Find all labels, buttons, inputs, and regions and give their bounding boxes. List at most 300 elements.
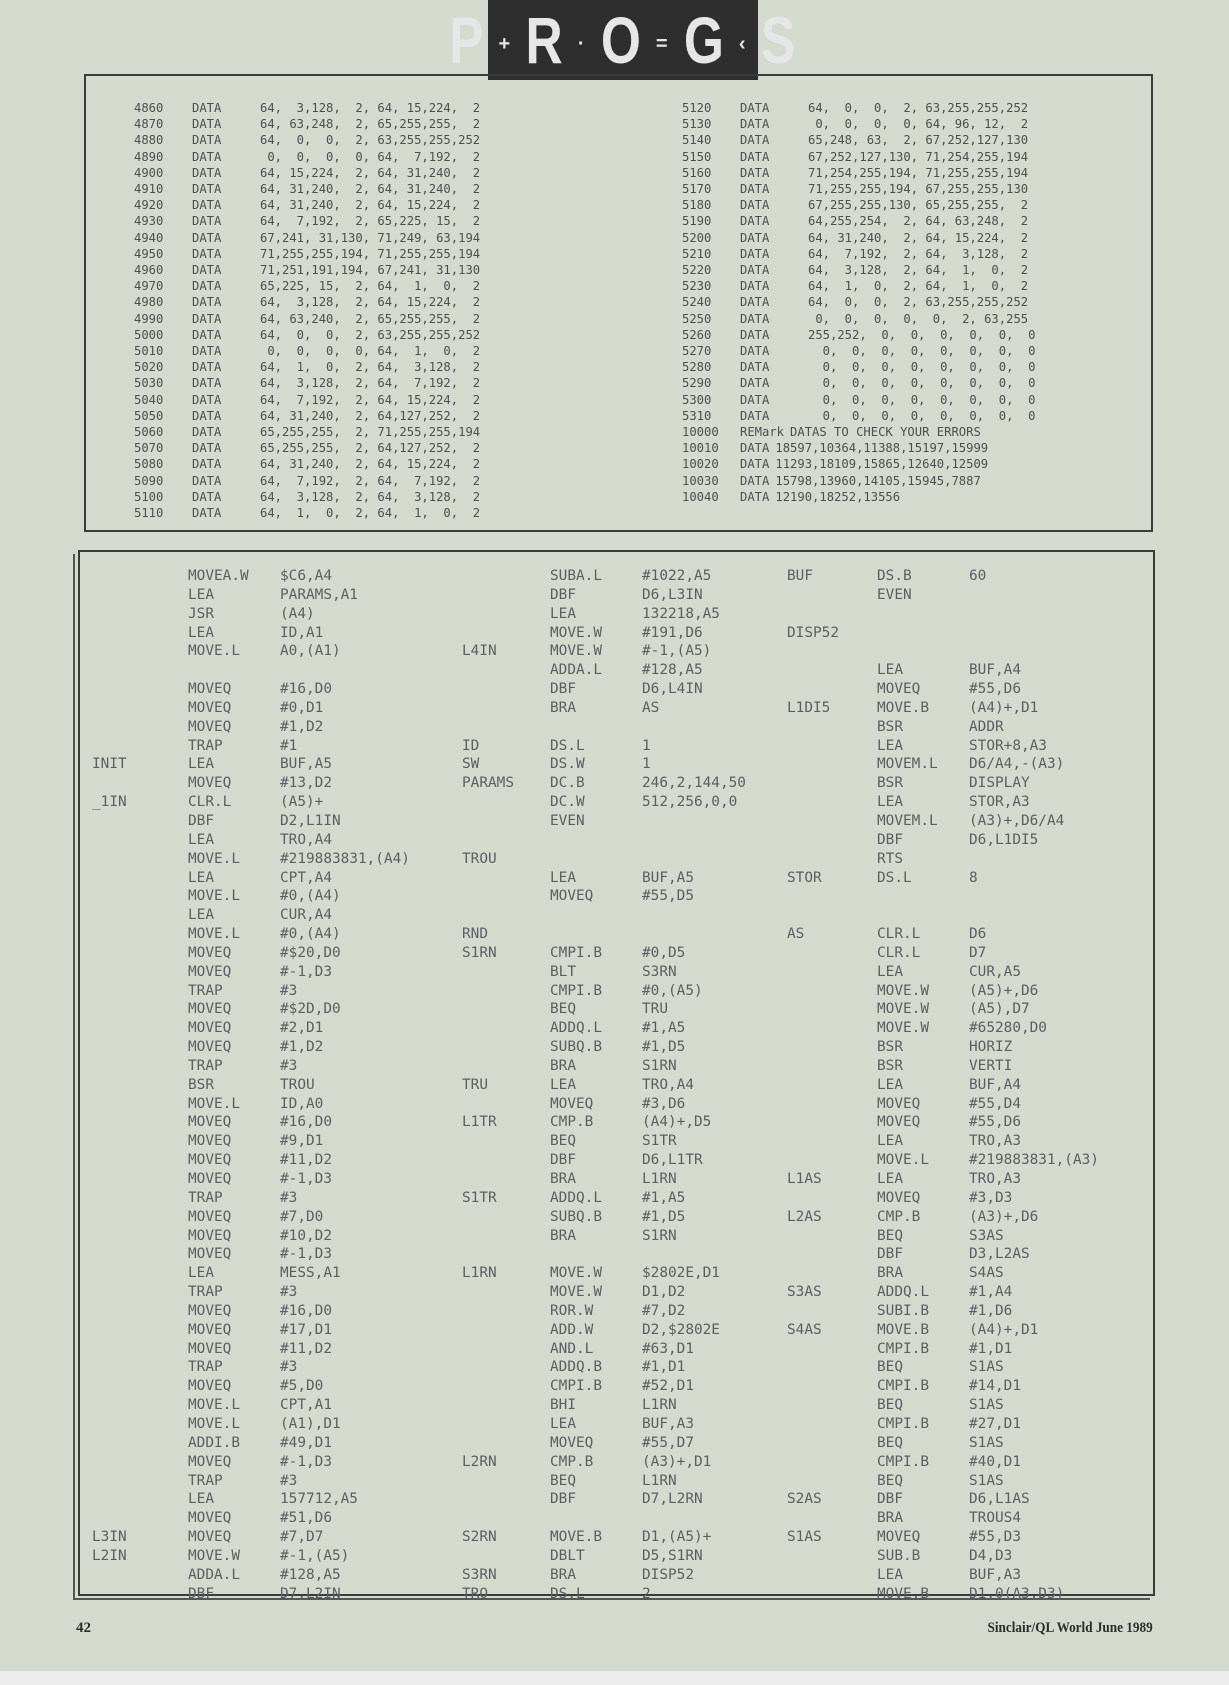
code-label: L1TR xyxy=(462,1114,497,1131)
code-line xyxy=(92,887,410,906)
code-line xyxy=(462,605,746,624)
code-line xyxy=(787,1528,1099,1547)
code-line xyxy=(92,661,410,680)
operand: #-1,(A5) xyxy=(642,643,712,660)
opcode: MOVE.B xyxy=(550,1529,602,1546)
code-line xyxy=(462,624,746,643)
code-line xyxy=(92,831,410,850)
data-values: 64, 7,192, 2, 64, 7,192, 2 xyxy=(260,473,481,488)
code-label xyxy=(92,1585,188,1604)
code-line xyxy=(92,699,410,718)
opcode: BSR xyxy=(877,775,903,792)
code-label xyxy=(462,1000,550,1019)
opcode: CMPI.B xyxy=(877,1415,929,1432)
code-label xyxy=(92,1321,188,1340)
code-line xyxy=(92,944,410,963)
opcode: BEQ xyxy=(877,1397,903,1414)
opcode: BLT xyxy=(550,963,576,980)
code-label: _1IN xyxy=(92,794,127,811)
operand: #55,D4 xyxy=(969,1095,1021,1112)
data-values: 64, 3,128, 2, 64, 15,224, 2 xyxy=(260,101,481,115)
operand: #3,D6 xyxy=(642,1095,686,1112)
data-values: 0, 0, 0, 0, 64, 96, 12, 2 xyxy=(808,117,1029,132)
opcode: LEA xyxy=(188,1265,214,1282)
opcode: MOVE.W xyxy=(550,643,602,660)
opcode: JSR xyxy=(188,605,214,622)
code-line xyxy=(462,1076,746,1095)
code-line xyxy=(787,1000,1099,1019)
opcode: MOVEQ xyxy=(550,1434,594,1451)
code-label xyxy=(787,1547,877,1566)
data-line xyxy=(134,149,480,165)
code-label xyxy=(92,737,188,756)
code-line xyxy=(92,624,410,643)
operand: VERTI xyxy=(969,1057,1013,1074)
line-number: 5130 xyxy=(682,117,712,132)
line-number: 4870 xyxy=(134,117,164,132)
opcode: MOVEQ xyxy=(877,681,921,698)
data-values: 18597,10364,11388,15197,15999 xyxy=(775,441,989,456)
code-label xyxy=(92,1189,188,1208)
data-values: 71,255,255,194, 71,255,255,194 xyxy=(260,246,481,261)
code-label xyxy=(92,1076,188,1095)
code-line xyxy=(462,1245,746,1264)
code-label xyxy=(787,737,877,756)
code-line xyxy=(92,1340,410,1359)
code-line xyxy=(787,812,1099,831)
code-line xyxy=(787,1358,1099,1377)
code-label xyxy=(92,642,188,661)
operand: #9,D1 xyxy=(280,1133,324,1150)
code-line xyxy=(92,755,410,774)
opcode: MOVEQ xyxy=(188,1340,232,1357)
opcode: MOVEQ xyxy=(188,775,232,792)
code-label xyxy=(787,1076,877,1095)
opcode: LEA xyxy=(550,1415,576,1432)
code-label: S1TR xyxy=(462,1189,497,1206)
data-line xyxy=(134,294,480,310)
code-label xyxy=(787,774,877,793)
opcode: MOVE.L xyxy=(188,1397,240,1414)
data-values: 64, 3,128, 2, 64, 15,224, 2 xyxy=(260,295,481,310)
data-values: 0, 0, 0, 0, 64, 1, 0, 2 xyxy=(260,344,481,359)
keyword: REMark xyxy=(740,425,785,440)
opcode: MOVE.L xyxy=(877,1152,929,1169)
operand: 60 xyxy=(969,568,987,584)
code-line xyxy=(462,1453,746,1472)
operand: #1022,A5 xyxy=(642,568,712,584)
operand: S1RN xyxy=(642,1057,677,1074)
code-label xyxy=(92,1415,188,1434)
operand: #191,D6 xyxy=(642,624,703,641)
data-line xyxy=(134,278,480,294)
opcode: LEA xyxy=(188,624,214,641)
code-label: L1RN xyxy=(462,1265,497,1282)
opcode xyxy=(877,906,969,925)
data-values: 64, 0, 0, 2, 63,255,255,252 xyxy=(808,101,1029,115)
code-label xyxy=(787,906,877,925)
code-label xyxy=(92,1132,188,1151)
opcode: DBF xyxy=(877,831,903,848)
line-number: 5240 xyxy=(682,295,712,310)
data-line xyxy=(682,473,1035,489)
data-line xyxy=(134,165,480,181)
operand: (A5)+,D6 xyxy=(969,982,1039,999)
data-values: 64, 0, 0, 2, 63,255,255,252 xyxy=(808,295,1029,310)
operand: TROUS4 xyxy=(969,1510,1021,1527)
opcode: MOVEQ xyxy=(188,1378,232,1395)
data-values: 0, 0, 0, 0, 0, 0, 0, 0 xyxy=(808,360,1036,375)
operand: CPT,A1 xyxy=(280,1397,332,1414)
operand: #1,D5 xyxy=(642,1208,686,1225)
data-line xyxy=(682,343,1035,359)
code-label xyxy=(462,869,550,888)
code-line xyxy=(92,1321,410,1340)
code-line xyxy=(787,963,1099,982)
opcode: DBLT xyxy=(550,1547,585,1564)
operand: CUR,A4 xyxy=(280,907,332,924)
line-number: 5300 xyxy=(682,392,712,407)
keyword: DATA xyxy=(192,408,222,423)
operand: TRU xyxy=(642,1001,668,1018)
operand: #7,D0 xyxy=(280,1208,324,1225)
code-label xyxy=(92,1151,188,1170)
opcode: SUBA.L xyxy=(550,568,602,584)
data-values: 64, 63,240, 2, 65,255,255, 2 xyxy=(260,311,481,326)
keyword: DATA xyxy=(740,441,770,456)
data-values: 64, 3,128, 2, 64, 1, 0, 2 xyxy=(808,263,1029,278)
opcode: CMPI.B xyxy=(550,944,602,961)
code-label xyxy=(92,1340,188,1359)
code-line xyxy=(787,1170,1099,1189)
code-label xyxy=(92,680,188,699)
code-line xyxy=(92,1076,410,1095)
operand: S3AS xyxy=(969,1227,1004,1244)
keyword: DATA xyxy=(740,279,770,294)
operand: #3 xyxy=(280,982,298,999)
code-line xyxy=(787,624,1099,643)
keyword: DATA xyxy=(192,295,222,310)
operand: L1RN xyxy=(642,1171,677,1187)
opcode: CLR.L xyxy=(188,794,232,811)
data-values: 71,251,191,194, 67,241, 31,130 xyxy=(260,263,481,278)
code-line xyxy=(787,1208,1099,1227)
keyword: DATA xyxy=(740,344,770,359)
code-label xyxy=(92,624,188,643)
operand: D4,D3 xyxy=(969,1547,1013,1564)
code-line xyxy=(787,1095,1099,1114)
opcode: BRA xyxy=(550,699,576,716)
data-values: 0, 0, 0, 0, 0, 0, 0, 0 xyxy=(808,392,1036,407)
code-label: L2IN xyxy=(92,1547,127,1564)
code-line xyxy=(92,906,410,925)
code-line xyxy=(462,1566,746,1585)
code-line xyxy=(92,1566,410,1585)
code-line xyxy=(462,642,746,661)
code-label xyxy=(787,1095,877,1114)
code-label xyxy=(787,680,877,699)
data-line xyxy=(682,213,1035,229)
code-line xyxy=(92,793,410,812)
opcode: ADDQ.L xyxy=(550,1189,602,1206)
line-number: 4980 xyxy=(134,295,164,310)
code-line xyxy=(92,1019,410,1038)
keyword: DATA xyxy=(192,457,222,472)
opcode: MOVEQ xyxy=(188,1001,232,1018)
section-header-progs xyxy=(449,0,797,80)
data-line xyxy=(682,197,1035,213)
code-label: S3RN xyxy=(462,1566,497,1583)
line-number: 5160 xyxy=(682,165,712,180)
line-number: 4920 xyxy=(134,198,164,213)
code-line xyxy=(462,774,746,793)
code-label: L3IN xyxy=(92,1529,127,1546)
code-line xyxy=(787,1321,1099,1340)
code-label xyxy=(787,944,877,963)
operand: #1,A5 xyxy=(642,1020,686,1037)
code-label: BUF xyxy=(787,568,813,584)
operand: #14,D1 xyxy=(969,1378,1021,1395)
operand: #$2D,D0 xyxy=(280,1001,341,1018)
code-label xyxy=(787,1227,877,1246)
code-label xyxy=(462,1321,550,1340)
code-label: L2AS xyxy=(787,1208,822,1225)
code-label xyxy=(462,586,550,605)
code-line xyxy=(462,963,746,982)
opcode: ADDA.L xyxy=(550,662,602,679)
code-label xyxy=(787,982,877,1001)
line-number: 5080 xyxy=(134,457,164,472)
code-label xyxy=(462,680,550,699)
code-line xyxy=(787,906,1099,925)
code-label xyxy=(787,642,877,661)
code-line xyxy=(462,1585,746,1604)
keyword: DATA xyxy=(740,246,770,261)
operand: #2,D1 xyxy=(280,1020,324,1037)
operand: #55,D7 xyxy=(642,1434,694,1451)
opcode: LEA xyxy=(550,605,576,622)
operand: #1,D2 xyxy=(280,718,324,735)
operand: TROU xyxy=(280,1076,315,1093)
code-line xyxy=(462,1396,746,1415)
code-line xyxy=(92,1453,410,1472)
opcode: BEQ xyxy=(877,1472,903,1489)
opcode: DS.L xyxy=(550,737,585,754)
code-label xyxy=(92,887,188,906)
code-label xyxy=(92,1509,188,1528)
code-line xyxy=(462,1283,746,1302)
code-line xyxy=(787,774,1099,793)
opcode: MOVEQ xyxy=(188,1133,232,1150)
keyword: DATA xyxy=(740,149,770,164)
opcode xyxy=(550,1245,642,1264)
operand: #55,D6 xyxy=(969,681,1021,698)
code-label: STOR xyxy=(787,869,822,886)
code-line xyxy=(92,1396,410,1415)
code-label xyxy=(92,1566,188,1585)
keyword: DATA xyxy=(192,101,222,115)
opcode: MOVE.B xyxy=(877,1321,929,1338)
opcode: MOVEQ xyxy=(188,1171,232,1187)
opcode: MOVEQ xyxy=(877,1095,921,1112)
code-label xyxy=(92,718,188,737)
code-label xyxy=(462,1434,550,1453)
code-line xyxy=(92,1472,410,1491)
code-label xyxy=(787,1472,877,1491)
data-line xyxy=(134,343,480,359)
data-values: 0, 0, 0, 0, 0, 0, 0, 0 xyxy=(808,408,1036,423)
opcode: MOVEQ xyxy=(188,1302,232,1319)
opcode: TRAP xyxy=(188,1057,223,1074)
data-line xyxy=(134,473,480,489)
opcode: BRA xyxy=(550,1566,576,1583)
data-line xyxy=(134,197,480,213)
opcode: TRAP xyxy=(188,1284,223,1301)
keyword: DATA xyxy=(192,279,222,294)
operand: TRO,A4 xyxy=(642,1076,694,1093)
line-number: 4890 xyxy=(134,149,164,164)
operand: L1RN xyxy=(642,1472,677,1489)
code-line xyxy=(462,1227,746,1246)
data-line xyxy=(134,116,480,132)
opcode: EVEN xyxy=(877,586,912,603)
code-label xyxy=(462,699,550,718)
line-number: 5090 xyxy=(134,473,164,488)
opcode: SUB.B xyxy=(877,1547,921,1564)
opcode: LEA xyxy=(188,586,214,603)
code-label xyxy=(92,1472,188,1491)
line-number: 5000 xyxy=(134,327,164,342)
code-line xyxy=(92,1151,410,1170)
code-label xyxy=(92,605,188,624)
opcode: CMPI.B xyxy=(877,1340,929,1357)
keyword: DATA xyxy=(740,473,770,488)
page-edge xyxy=(0,1671,1229,1685)
code-label: TROU xyxy=(462,850,497,867)
operand: #7,D7 xyxy=(280,1529,324,1546)
operand: DISPLAY xyxy=(969,775,1030,792)
keyword: DATA xyxy=(192,425,222,440)
code-label xyxy=(787,1189,877,1208)
code-line xyxy=(787,1227,1099,1246)
opcode: TRAP xyxy=(188,982,223,999)
code-label xyxy=(787,1113,877,1132)
code-line xyxy=(92,1434,410,1453)
operand: (A3)+,D1 xyxy=(642,1453,712,1470)
data-line xyxy=(682,181,1035,197)
code-line xyxy=(92,567,410,586)
opcode: MOVEQ xyxy=(188,1453,232,1470)
opcode: AND.L xyxy=(550,1340,594,1357)
opcode: BRA xyxy=(550,1057,576,1074)
code-label xyxy=(787,605,877,624)
opcode: MOVE.W xyxy=(188,1547,240,1564)
keyword: DATA xyxy=(740,327,770,342)
operand: #3 xyxy=(280,1057,298,1074)
opcode: MOVE.L xyxy=(188,850,240,867)
data-line xyxy=(134,213,480,229)
data-values: 64, 0, 0, 2, 63,255,255,252 xyxy=(260,327,481,342)
opcode: MOVEQ xyxy=(188,1020,232,1037)
code-label xyxy=(92,850,188,869)
code-label xyxy=(462,661,550,680)
opcode: TRAP xyxy=(188,1472,223,1489)
operand: #13,D2 xyxy=(280,775,332,792)
data-values: 64, 0, 0, 2, 63,255,255,252 xyxy=(260,133,481,148)
opcode: LEA xyxy=(188,756,214,773)
opcode: BEQ xyxy=(550,1133,576,1150)
data-values: 255,252, 0, 0, 0, 0, 0, 0 xyxy=(808,327,1036,342)
code-label xyxy=(787,1302,877,1321)
data-line xyxy=(134,246,480,262)
data-values: 64, 31,240, 2, 64, 15,224, 2 xyxy=(260,457,481,472)
operand: #16,D0 xyxy=(280,1114,332,1131)
line-number: 4990 xyxy=(134,311,164,326)
data-line xyxy=(134,489,480,505)
opcode: LEA xyxy=(877,794,903,811)
keyword: DATA xyxy=(740,408,770,423)
code-label xyxy=(462,1283,550,1302)
operand: #-1,D3 xyxy=(280,1171,332,1187)
keyword: DATA xyxy=(740,101,770,115)
code-label xyxy=(462,605,550,624)
code-line xyxy=(92,1585,410,1604)
opcode: MOVEQ xyxy=(188,963,232,980)
operand: #1 xyxy=(280,737,298,754)
line-number: 10030 xyxy=(682,473,719,488)
line-number: 4970 xyxy=(134,279,164,294)
data-line xyxy=(682,246,1035,262)
data-line xyxy=(682,375,1035,391)
keyword: DATA xyxy=(192,182,222,197)
opcode: SUBQ.B xyxy=(550,1208,602,1225)
operand: 132218,A5 xyxy=(642,605,720,622)
data-values: 64, 15,224, 2, 64, 31,240, 2 xyxy=(260,165,481,180)
line-number: 10040 xyxy=(682,489,719,504)
code-line xyxy=(787,605,1099,624)
code-label: L2RN xyxy=(462,1453,497,1470)
opcode: ADD.W xyxy=(550,1321,594,1338)
data-values: 64, 7,192, 2, 64, 15,224, 2 xyxy=(260,392,481,407)
code-label: TRO xyxy=(462,1585,488,1602)
opcode: BEQ xyxy=(550,1001,576,1018)
opcode: SUBQ.B xyxy=(550,1039,602,1056)
code-line xyxy=(787,793,1099,812)
data-line xyxy=(134,456,480,472)
opcode: EVEN xyxy=(550,812,585,829)
code-label xyxy=(462,1245,550,1264)
line-number: 5140 xyxy=(682,133,712,148)
data-line xyxy=(134,100,480,116)
opcode: DBF xyxy=(550,586,576,603)
opcode xyxy=(877,642,969,661)
code-label xyxy=(787,1566,877,1585)
line-number: 4860 xyxy=(134,101,164,115)
operand: TRO,A4 xyxy=(280,831,332,848)
code-line xyxy=(462,1321,746,1340)
code-label xyxy=(787,793,877,812)
code-label xyxy=(787,1245,877,1264)
code-label xyxy=(787,1434,877,1453)
code-line xyxy=(462,1038,746,1057)
code-line xyxy=(787,869,1099,888)
code-label xyxy=(787,1415,877,1434)
operand: #-1,D3 xyxy=(280,1453,332,1470)
data-line xyxy=(134,408,480,424)
data-values: 67,241, 31,130, 71,249, 63,194 xyxy=(260,230,481,245)
opcode: BRA xyxy=(550,1171,576,1187)
code-line xyxy=(462,1490,746,1509)
